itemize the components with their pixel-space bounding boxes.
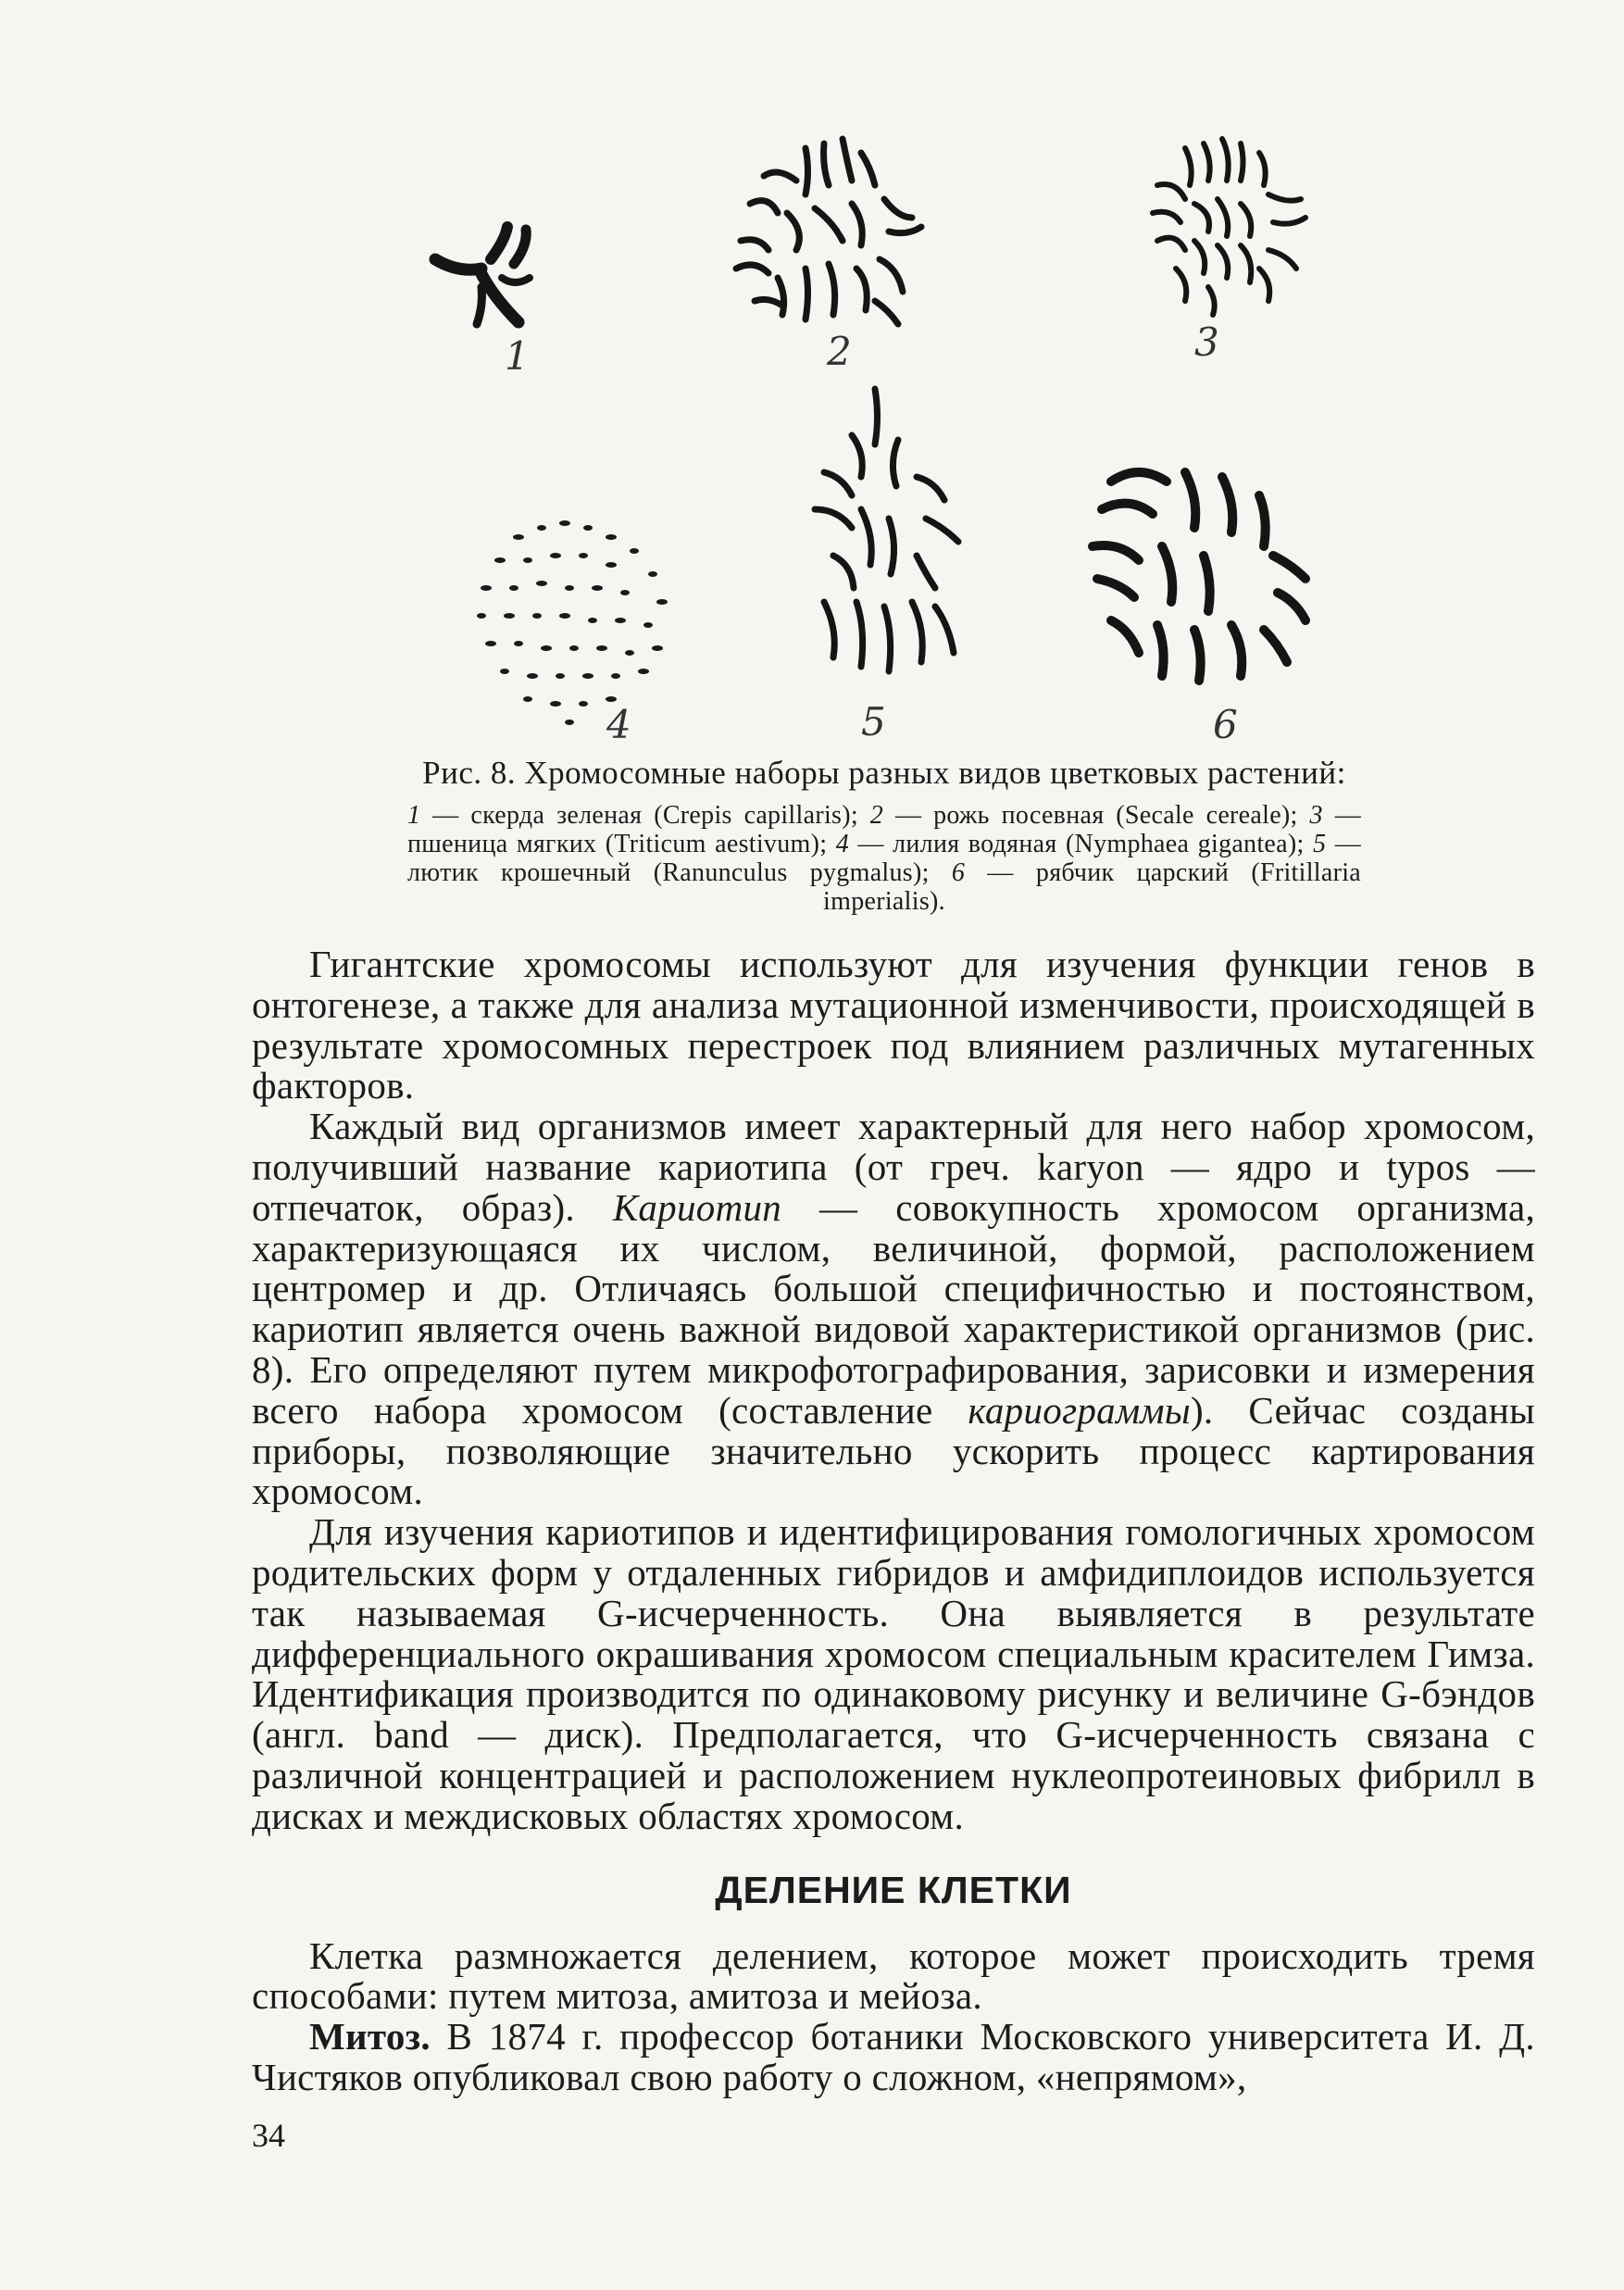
- chromosome-set-3: [1130, 130, 1324, 324]
- panel-1-crepis: [426, 222, 556, 333]
- panel-6-fritillaria: [1074, 454, 1315, 695]
- chromosome-set-6: [1074, 454, 1315, 695]
- legend-item: 1 — скерда зеленая (Crepis capillaris);: [407, 801, 870, 830]
- panel-3-triticum: [1130, 130, 1324, 324]
- chromosome-set-5: [787, 380, 972, 685]
- panel-4-nymphaea: [454, 500, 704, 732]
- chromosome-set-1: [426, 222, 556, 333]
- section-heading: ДЕЛЕНИЕ КЛЕТКИ: [715, 1868, 1072, 1911]
- paragraph-g-banding: Для изучения кариотипов и идентифицирования гомологичных хромосом родительских форм у отдаленных гибридов и амфидиплоидов используется так называемая G-исчерченность. Она выявляется в результате дифференциального окрашивания хромосом специальным красителем Гимза. Идентификация производится по одинаковому рисунку и величине G-бэндов (англ. band — диск). Предполагается, что G-исчерченность связана с различной концентрацией и расположением нуклеопротеиновых фибрилл в дисках и междисковых областях хромосом.: [252, 1510, 1535, 1837]
- caption-legend: [407, 801, 1361, 916]
- figure-label-4: 4: [606, 702, 631, 747]
- figure-label-5: 5: [861, 699, 886, 745]
- legend-item: 3 — пшеница мягких (Triticum aestivum);: [407, 801, 1361, 858]
- term-karyogram: кариограммы: [968, 1388, 1191, 1432]
- term-karyotype: Кариотип: [612, 1185, 782, 1229]
- chromosome-set-4: [454, 500, 704, 732]
- paragraph-karyotype: Каждый вид организмов имеет характерный для него набор хромосом, получивший название кариотипа (от греч. karyon — ядро и typos — отпечаток, образ). Кариотип — совокупность хромосом организма, характеризующаяся их числом, величиной, формой, расположением центромер и др. Отличаясь большой специфичностью и постоянством, кариотип является очень важной видовой характеристикой организмов (рис. 8). Его определяют путем микрофотографирования, зарисовки и измерения всего набора хромосом (составление кариограммы). Сейчас созданы приборы, позволяющие значительно ускорить процесс картирования хромосом.: [252, 1105, 1535, 1513]
- panel-5-ranunculus: [787, 380, 972, 685]
- legend-item: 4 — лилия водяная (Nymphaea gigantea);: [835, 830, 1313, 858]
- body-text: [252, 945, 1535, 2098]
- chromosome-set-2: [713, 130, 935, 333]
- figure-label-1: 1: [505, 333, 530, 379]
- legend-item: 6 — рябчик царский (Fritillaria imperialis).: [823, 858, 1362, 916]
- figure-label-2: 2: [827, 329, 852, 374]
- caption-title: Рис. 8. Хромосомные наборы разных видов цветковых растений:: [422, 755, 1346, 791]
- figure-label-6: 6: [1213, 702, 1238, 747]
- term-mitosis: Митоз.: [309, 2015, 431, 2058]
- page-number: 34: [252, 2117, 285, 2154]
- paragraph-cell-division: Клетка размножается делением, которое может происходить тремя способами: путем митоза, амитоза и мейоза.: [252, 1933, 1535, 2018]
- legend-item: 2 — рожь посевная (Secale cereale);: [869, 801, 1310, 830]
- chromosome-figure: [398, 120, 1380, 759]
- paragraph-giant-chromosomes: Гигантские хромосомы используют для изучения функции генов в онтогенезе, а также для анализа мутационной изменчивости, происходящей в результате хромосомных перестроек под влиянием различных мутагенных факторов.: [252, 943, 1535, 1107]
- figure-caption: [407, 755, 1361, 916]
- legend-item: 5 — лютик крошечный (Ranunculus pygmalus);: [407, 830, 1361, 887]
- paragraph-mitosis: Митоз. В 1874 г. профессор ботаники Московского университета И. Д. Чистяков опубликовал свою работу о сложном, «непрямом»,: [252, 2015, 1535, 2098]
- figure-label-3: 3: [1194, 319, 1219, 365]
- panel-2-secale: [713, 130, 935, 333]
